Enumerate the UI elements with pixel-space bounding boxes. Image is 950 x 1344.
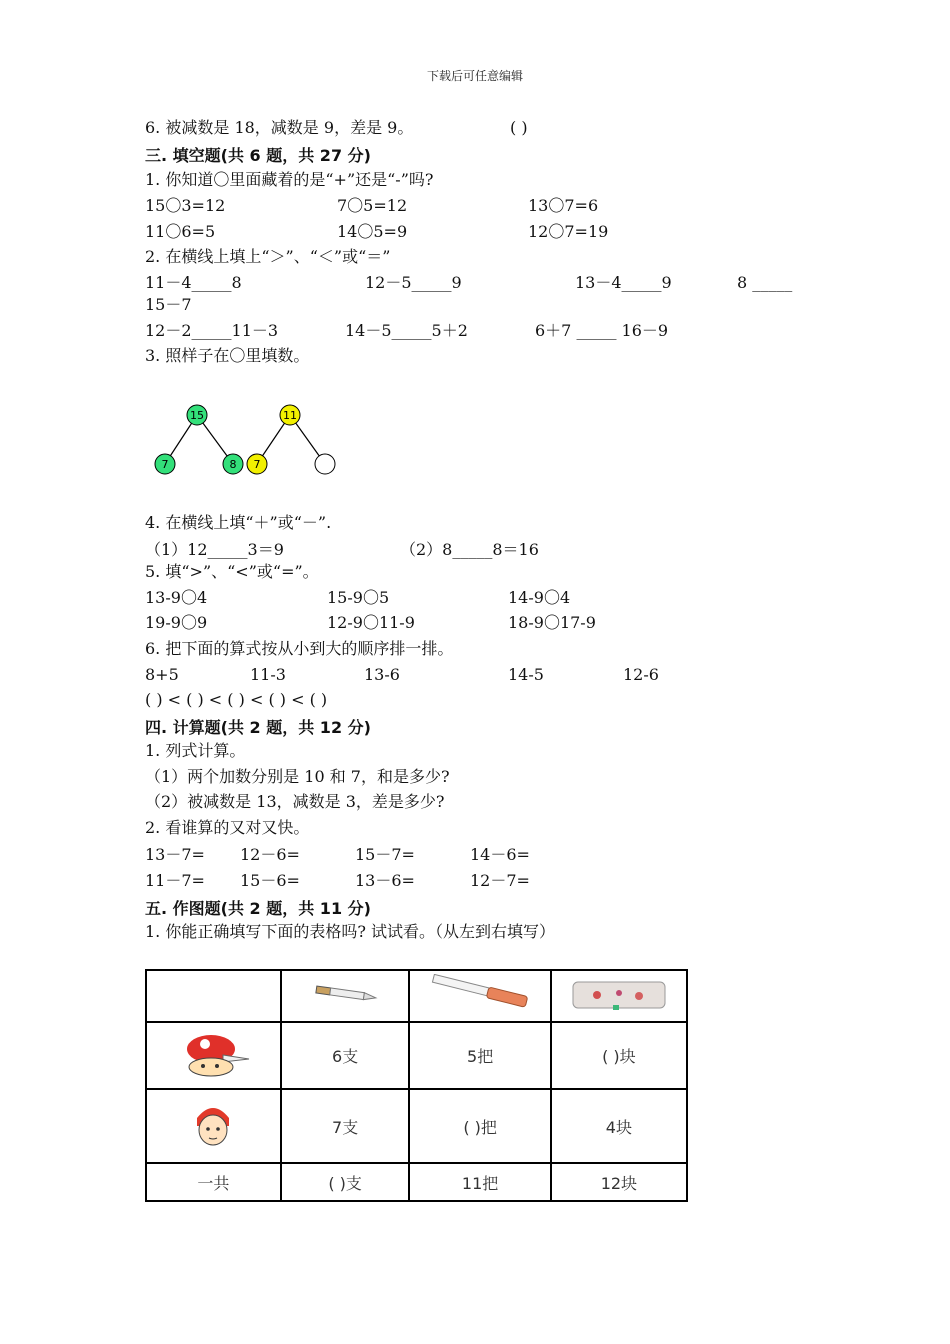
table-cell: ( )块: [551, 1022, 687, 1089]
svg-text:7: 7: [161, 458, 169, 471]
bond-top-circle: [187, 405, 207, 425]
table-row-icon-cell: [146, 1089, 281, 1163]
comparison: 19-9〇9: [145, 613, 208, 632]
word-problem: （2）被减数是 13，减数是 3，差是多少?: [145, 792, 445, 811]
equation: 11〇6=5: [145, 222, 216, 241]
number-bond-diagram: [145, 395, 355, 485]
table-row-icon-cell: [146, 1022, 281, 1089]
question-text: 2. 在横线上填上“＞”、“＜”或“＝”: [145, 247, 391, 266]
comparison: 14-9〇4: [508, 588, 571, 607]
calc-item: 13－7=: [145, 845, 205, 864]
bond-part-circle: [247, 454, 267, 474]
comparison: 12-9〇11-9: [327, 613, 415, 632]
expression: 8+5: [145, 665, 179, 684]
comparison: 14－5_____5＋2: [345, 321, 468, 340]
table-header-cell: [551, 970, 687, 1022]
question-text: 4. 在横线上填“＋”或“－”.: [145, 513, 332, 532]
page-header: 下载后可任意编辑: [426, 69, 523, 83]
comparison: 12－2_____11－3: [145, 321, 279, 340]
comparison: 8 _____: [737, 273, 793, 292]
comparison: 11－4_____8: [145, 273, 242, 292]
bond-top-circle: [280, 405, 300, 425]
equation: 13〇7=6: [528, 196, 599, 215]
comparison: 6＋7 _____ 16－9: [535, 321, 669, 340]
expression: 14-5: [508, 665, 544, 684]
fill-in-table: [145, 969, 688, 1202]
section-title: 五. 作图题(共 2 题，共 11 分): [145, 899, 371, 918]
equation: 14〇5=9: [337, 222, 408, 241]
table-cell: 12块: [551, 1163, 687, 1201]
equation: （1）12_____3＝9: [145, 540, 284, 559]
calc-item: 15－7=: [355, 845, 415, 864]
calc-item: 14－6=: [470, 845, 530, 864]
question-text: 1. 列式计算。: [145, 741, 246, 760]
bond-empty-circle: [315, 454, 335, 474]
comparison: 15-9〇5: [327, 588, 390, 607]
calc-item: 12－7=: [470, 871, 530, 890]
question-text: 1. 你能正确填写下面的表格吗? 试试看。（从左到右填写）: [145, 922, 556, 941]
comparison: 13－4_____9: [575, 273, 672, 292]
equation: （2）8_____8＝16: [400, 540, 539, 559]
question-text: 5. 填“>”、“<”或“=”。: [145, 562, 319, 581]
question-text: 3. 照样子在〇里填数。: [145, 346, 310, 365]
answer-blank: ( ): [510, 118, 528, 137]
question-text: 6. 被减数是 18，减数是 9，差是 9。: [145, 118, 414, 137]
table-cell: 7支: [281, 1089, 410, 1163]
bond-part-circle: [223, 454, 243, 474]
calc-item: 11－7=: [145, 871, 205, 890]
table-cell: 6支: [281, 1022, 410, 1089]
calc-item: 13－6=: [355, 871, 415, 890]
table-row-label: 一共: [146, 1163, 281, 1201]
comparison: 13-9〇4: [145, 588, 208, 607]
table-cell: 5把: [409, 1022, 550, 1089]
comparison: 15－7: [145, 295, 192, 314]
question-text: 2. 看谁算的又对又快。: [145, 818, 310, 837]
svg-text:8: 8: [229, 458, 237, 471]
bond-part-circle: [155, 454, 175, 474]
equation: 12〇7=19: [528, 222, 609, 241]
svg-text:15: 15: [190, 409, 204, 422]
expression: 12-6: [623, 665, 659, 684]
question-text: 6. 把下面的算式按从小到大的顺序排一排。: [145, 639, 454, 658]
equation: 7〇5=12: [337, 196, 408, 215]
table-corner-cell: [146, 970, 281, 1022]
table-cell: ( )把: [409, 1089, 550, 1163]
comparison: 18-9〇17-9: [508, 613, 596, 632]
section-title: 四. 计算题(共 2 题，共 12 分): [145, 718, 371, 737]
table-cell: 4块: [551, 1089, 687, 1163]
table-header-cell: [409, 970, 550, 1022]
table-header-cell: [281, 970, 410, 1022]
table-cell: 11把: [409, 1163, 550, 1201]
svg-text:7: 7: [253, 458, 261, 471]
svg-text:11: 11: [283, 409, 297, 422]
calc-item: 15－6=: [240, 871, 300, 890]
table-cell: ( )支: [281, 1163, 410, 1201]
equation: 15〇3=12: [145, 196, 226, 215]
calc-item: 12－6=: [240, 845, 300, 864]
girl-icon: [183, 1096, 243, 1152]
ordering-blanks: ( ) < ( ) < ( ) < ( ) < ( ): [145, 690, 328, 709]
expression: 11-3: [250, 665, 286, 684]
question-text: 1. 你知道〇里面藏着的是“+”还是“-”吗?: [145, 170, 434, 189]
pencil-case-icon: [569, 976, 669, 1012]
word-problem: （1）两个加数分别是 10 和 7，和是多少?: [145, 767, 450, 786]
knife-icon: [425, 974, 535, 1014]
section-title: 三. 填空题(共 6 题，共 27 分): [145, 146, 371, 165]
comparison: 12－5_____9: [365, 273, 462, 292]
expression: 13-6: [364, 665, 400, 684]
pencil-icon: [310, 979, 380, 1009]
boy-icon: [173, 1029, 253, 1079]
